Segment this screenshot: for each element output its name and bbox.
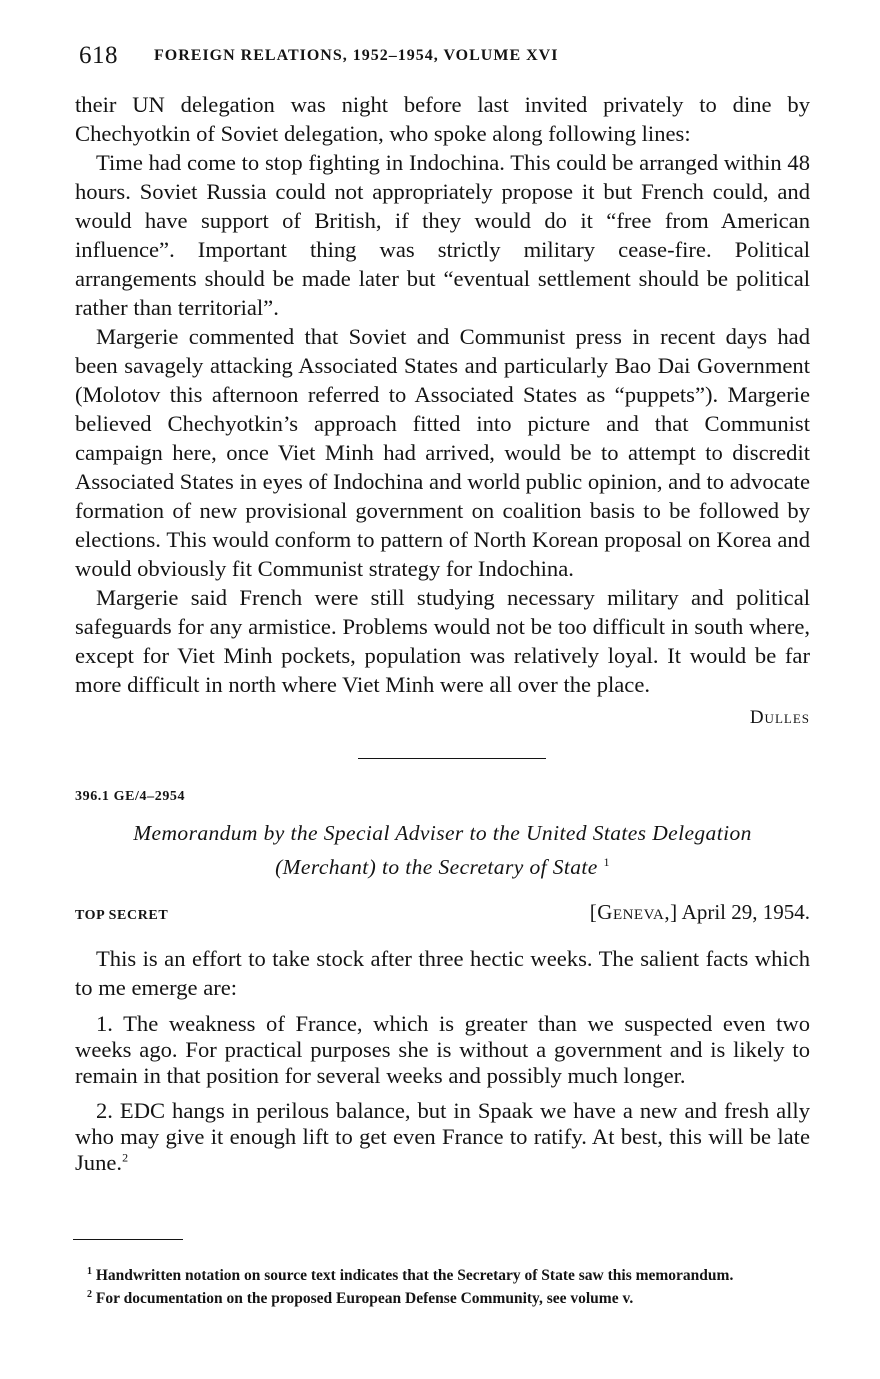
footnote-number: 2 bbox=[87, 1289, 92, 1301]
date: April 29, 1954. bbox=[681, 900, 810, 925]
footnotes bbox=[73, 1239, 810, 1308]
document-title bbox=[75, 819, 810, 882]
footnote bbox=[73, 1262, 810, 1285]
footnote-number: 1 bbox=[87, 1266, 92, 1277]
place: [Geneva,] bbox=[589, 900, 678, 925]
page-header bbox=[79, 42, 558, 70]
running-head: FOREIGN RELATIONS, 1952–1954, VOLUME XVI bbox=[154, 47, 559, 64]
main-text bbox=[75, 90, 810, 1176]
footnote-text: Handwritten notation on source text indicates that the Secretary of State saw this memorandum. bbox=[95, 1267, 734, 1285]
footnote-text: For documentation on the proposed European Defense Community, see volume v. bbox=[95, 1290, 634, 1308]
footnote-divider bbox=[73, 1239, 183, 1240]
page-number: 618 bbox=[79, 42, 118, 69]
section-divider bbox=[358, 758, 546, 759]
dateline bbox=[590, 898, 810, 927]
document-meta bbox=[75, 898, 810, 930]
file-code: 396.1 GE/4–2954 bbox=[75, 789, 186, 804]
classification-label: TOP SECRET bbox=[75, 908, 169, 924]
memo-body bbox=[75, 944, 810, 1176]
footnote-ref: 1 bbox=[603, 855, 610, 869]
document-title-line-2: (Merchant) to the Secretary of State bbox=[275, 855, 598, 880]
signature: Dulles bbox=[749, 707, 810, 728]
paragraph: Margerie commented that Soviet and Communist press in recent days had been savagely attacking Associated States and particularly Bao Dai Government (Molotov this afternoon referred to Associated States as “puppets”). Margerie believed Chechyotkin’s approach fitted into picture and that Communist campaign here, once Viet Minh had arrived, would be to attempt to discredit Associated States in eyes of Indochina and world public opinion, and to advocate formation of new provisional government on coalition basis to be followed by elections. This would conform to pattern of North Korean proposal on Korea and would obviously fit Communist strategy for Indochina. bbox=[75, 324, 810, 581]
numbered-item: 1. The weakness of France, which is greater than we suspected even two weeks ago. For practical purposes she is without a government and is likely to remain in that position for several weeks and possibly much longer. bbox=[75, 1011, 810, 1089]
numbered-item bbox=[75, 1098, 810, 1176]
footnote-ref: 2 bbox=[122, 1150, 129, 1165]
paragraph: Time had come to stop fighting in Indochina. This could be arranged within 48 hours. Soviet Russia could not appropriately propose it but French could, and would have support of British, if they would do it “free from American influence”. Important thing was strictly military cease-fire. Political arrangements should be made later but “eventual settlement should be political rather than territorial”. bbox=[75, 150, 810, 320]
document-title-line-1: Memorandum by the Special Adviser to the United States Delegation bbox=[133, 821, 752, 845]
paragraph: This is an effort to take stock after three hectic weeks. The salient facts which to me emerge are: bbox=[75, 946, 810, 1001]
footnote bbox=[73, 1285, 810, 1308]
paragraph: their UN delegation was night before last invited privately to dine by Chechyotkin of Soviet delegation, who spoke along following lines: bbox=[75, 92, 810, 146]
numbered-item-text: 2. EDC hangs in perilous balance, but in Spaak we have a new and fresh ally who may give it enough lift to get even France to ratify. At best, this will be late June. bbox=[75, 1098, 810, 1176]
paragraph: Margerie said French were still studying necessary military and political safeguards for any armistice. Problems would not be too difficult in south where, except for Viet Minh pockets, population was relatively loyal. It would be far more difficult in north where Viet Minh were all over the place. bbox=[75, 585, 810, 697]
